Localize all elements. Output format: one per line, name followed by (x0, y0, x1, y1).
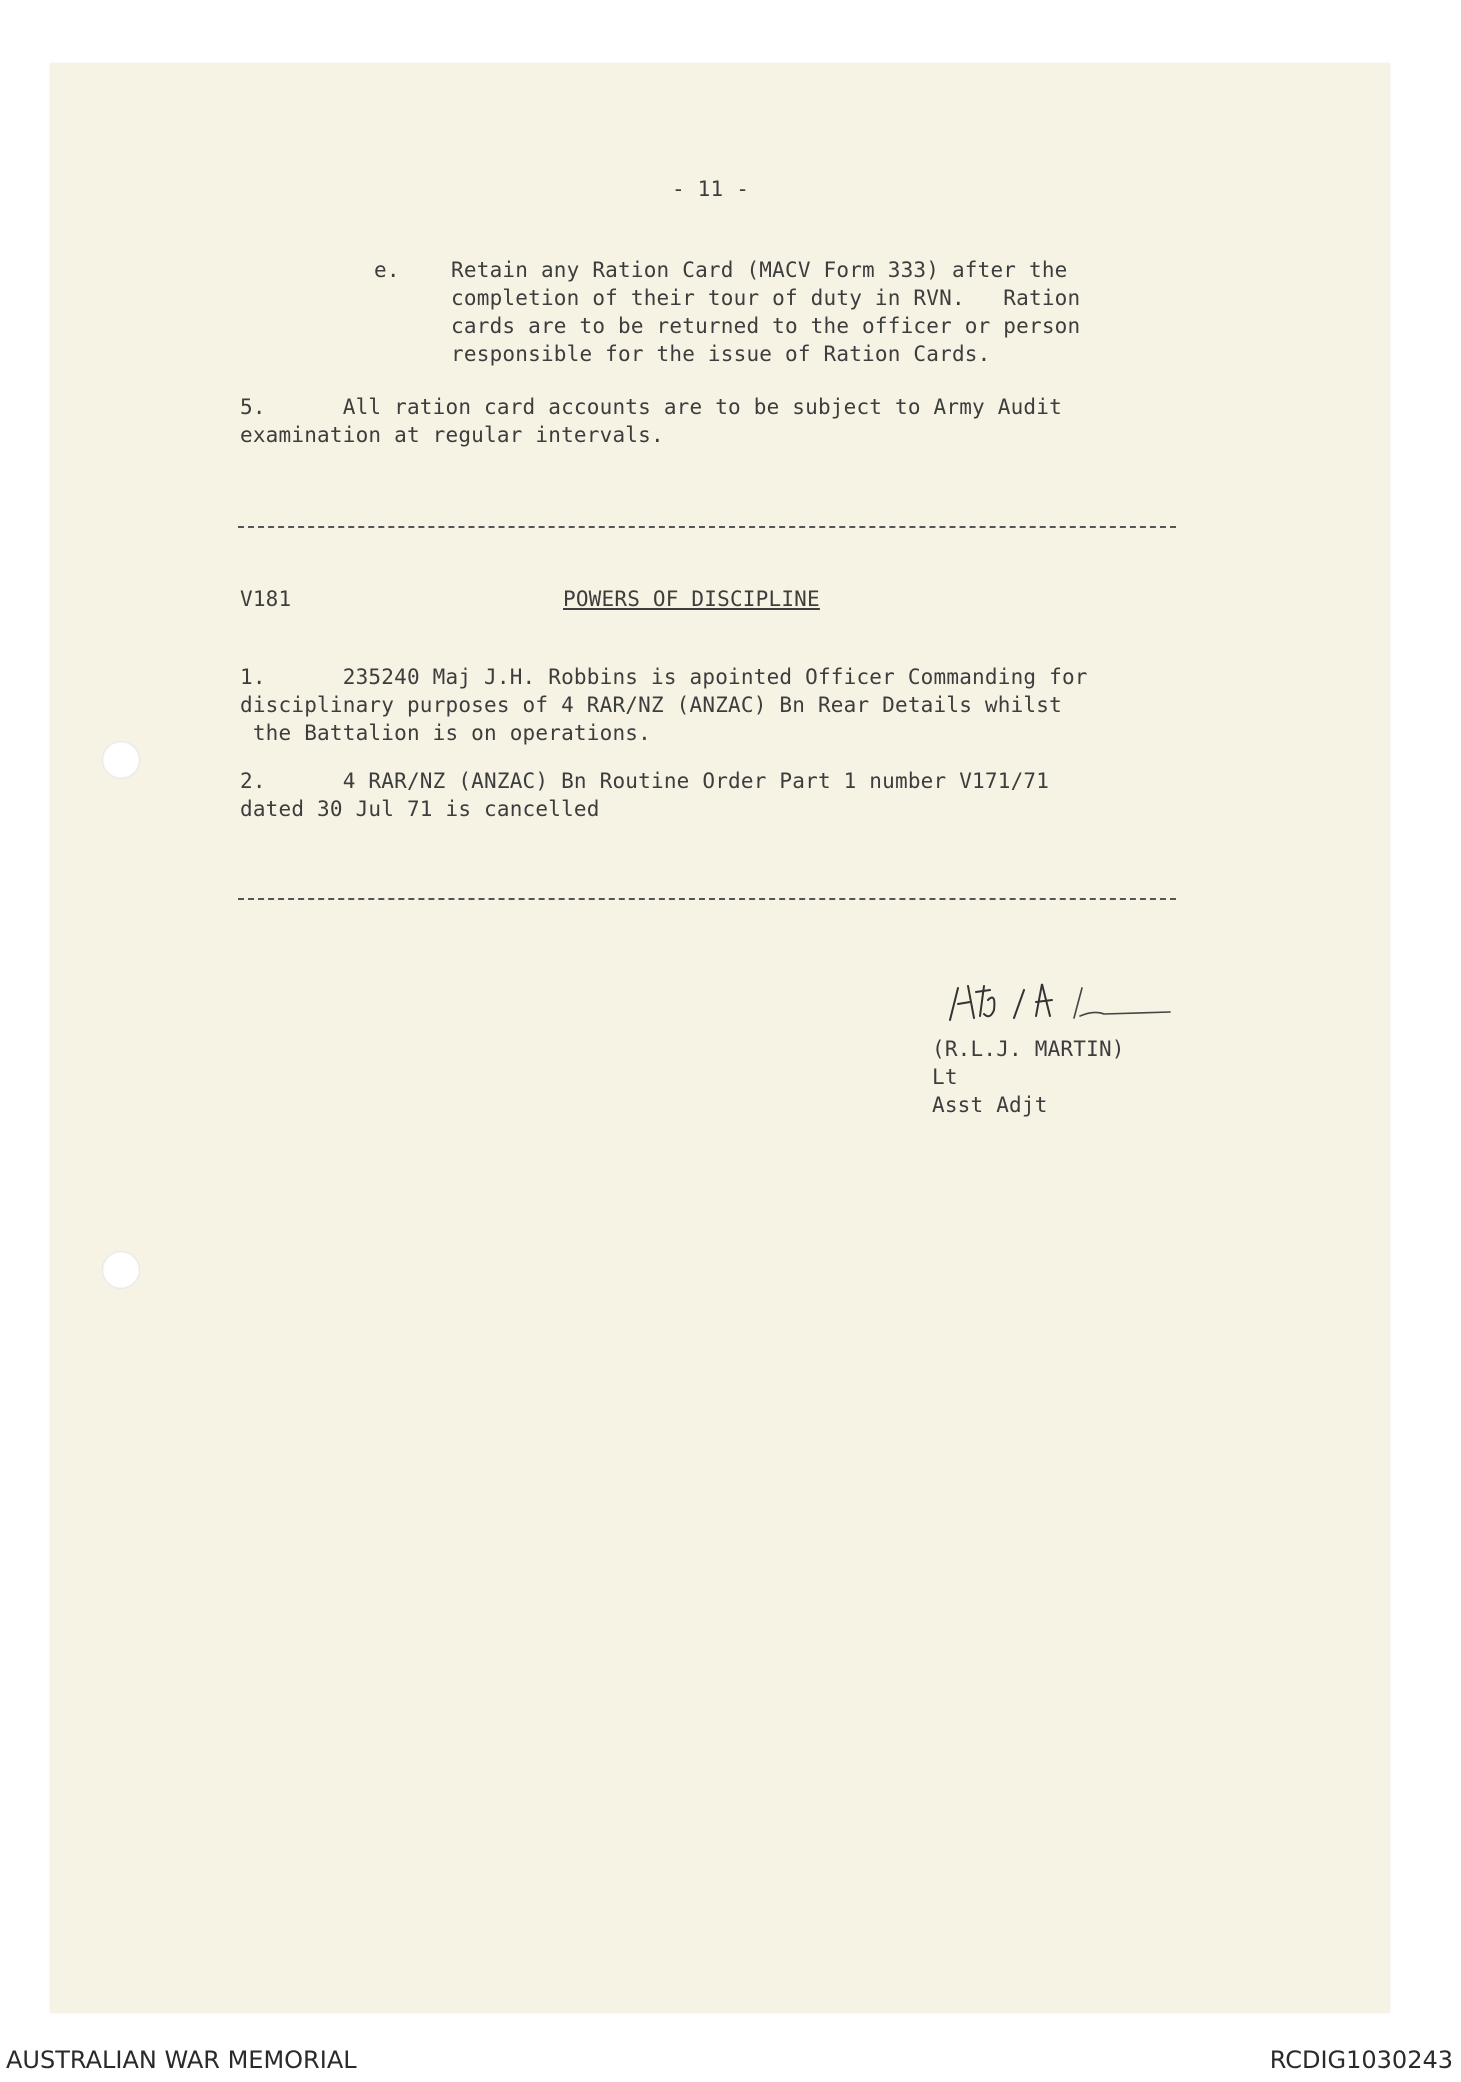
paragraph-e: e. Retain any Ration Card (MACV Form 333) after the completion of their tour of duty in RVN. Ration cards are to be returned to the officer or person responsible for the issue of Ration Cards. (374, 258, 1081, 366)
punch-hole-bottom (102, 1251, 140, 1289)
signatory-block: (R.L.J. MARTIN) Lt Asst Adjt (932, 1037, 1125, 1117)
section-divider (238, 898, 1176, 900)
paragraph-1: 1. 235240 Maj J.H. Robbins is apointed Officer Commanding for disciplinary purposes of 4 RAR/NZ (ANZAC) Bn Rear Details whilst the Battalion is on operations. (240, 665, 1088, 745)
archive-reference: RCDIG1030243 (1269, 2046, 1453, 2074)
punch-hole-top (102, 741, 140, 779)
handwritten-signature (944, 970, 1174, 1030)
paragraph-5: 5. All ration card accounts are to be subject to Army Audit examination at regular intervals. (240, 395, 1062, 447)
page-number: - 11 - (672, 177, 750, 201)
section-divider (238, 526, 1176, 528)
section-title: POWERS OF DISCIPLINE (563, 587, 820, 611)
section-code: V181 (240, 587, 292, 611)
paragraph-2: 2. 4 RAR/NZ (ANZAC) Bn Routine Order Part 1 number V171/71 dated 30 Jul 71 is cancelled (240, 769, 1050, 821)
archive-credit: AUSTRALIAN WAR MEMORIAL (6, 2046, 357, 2074)
